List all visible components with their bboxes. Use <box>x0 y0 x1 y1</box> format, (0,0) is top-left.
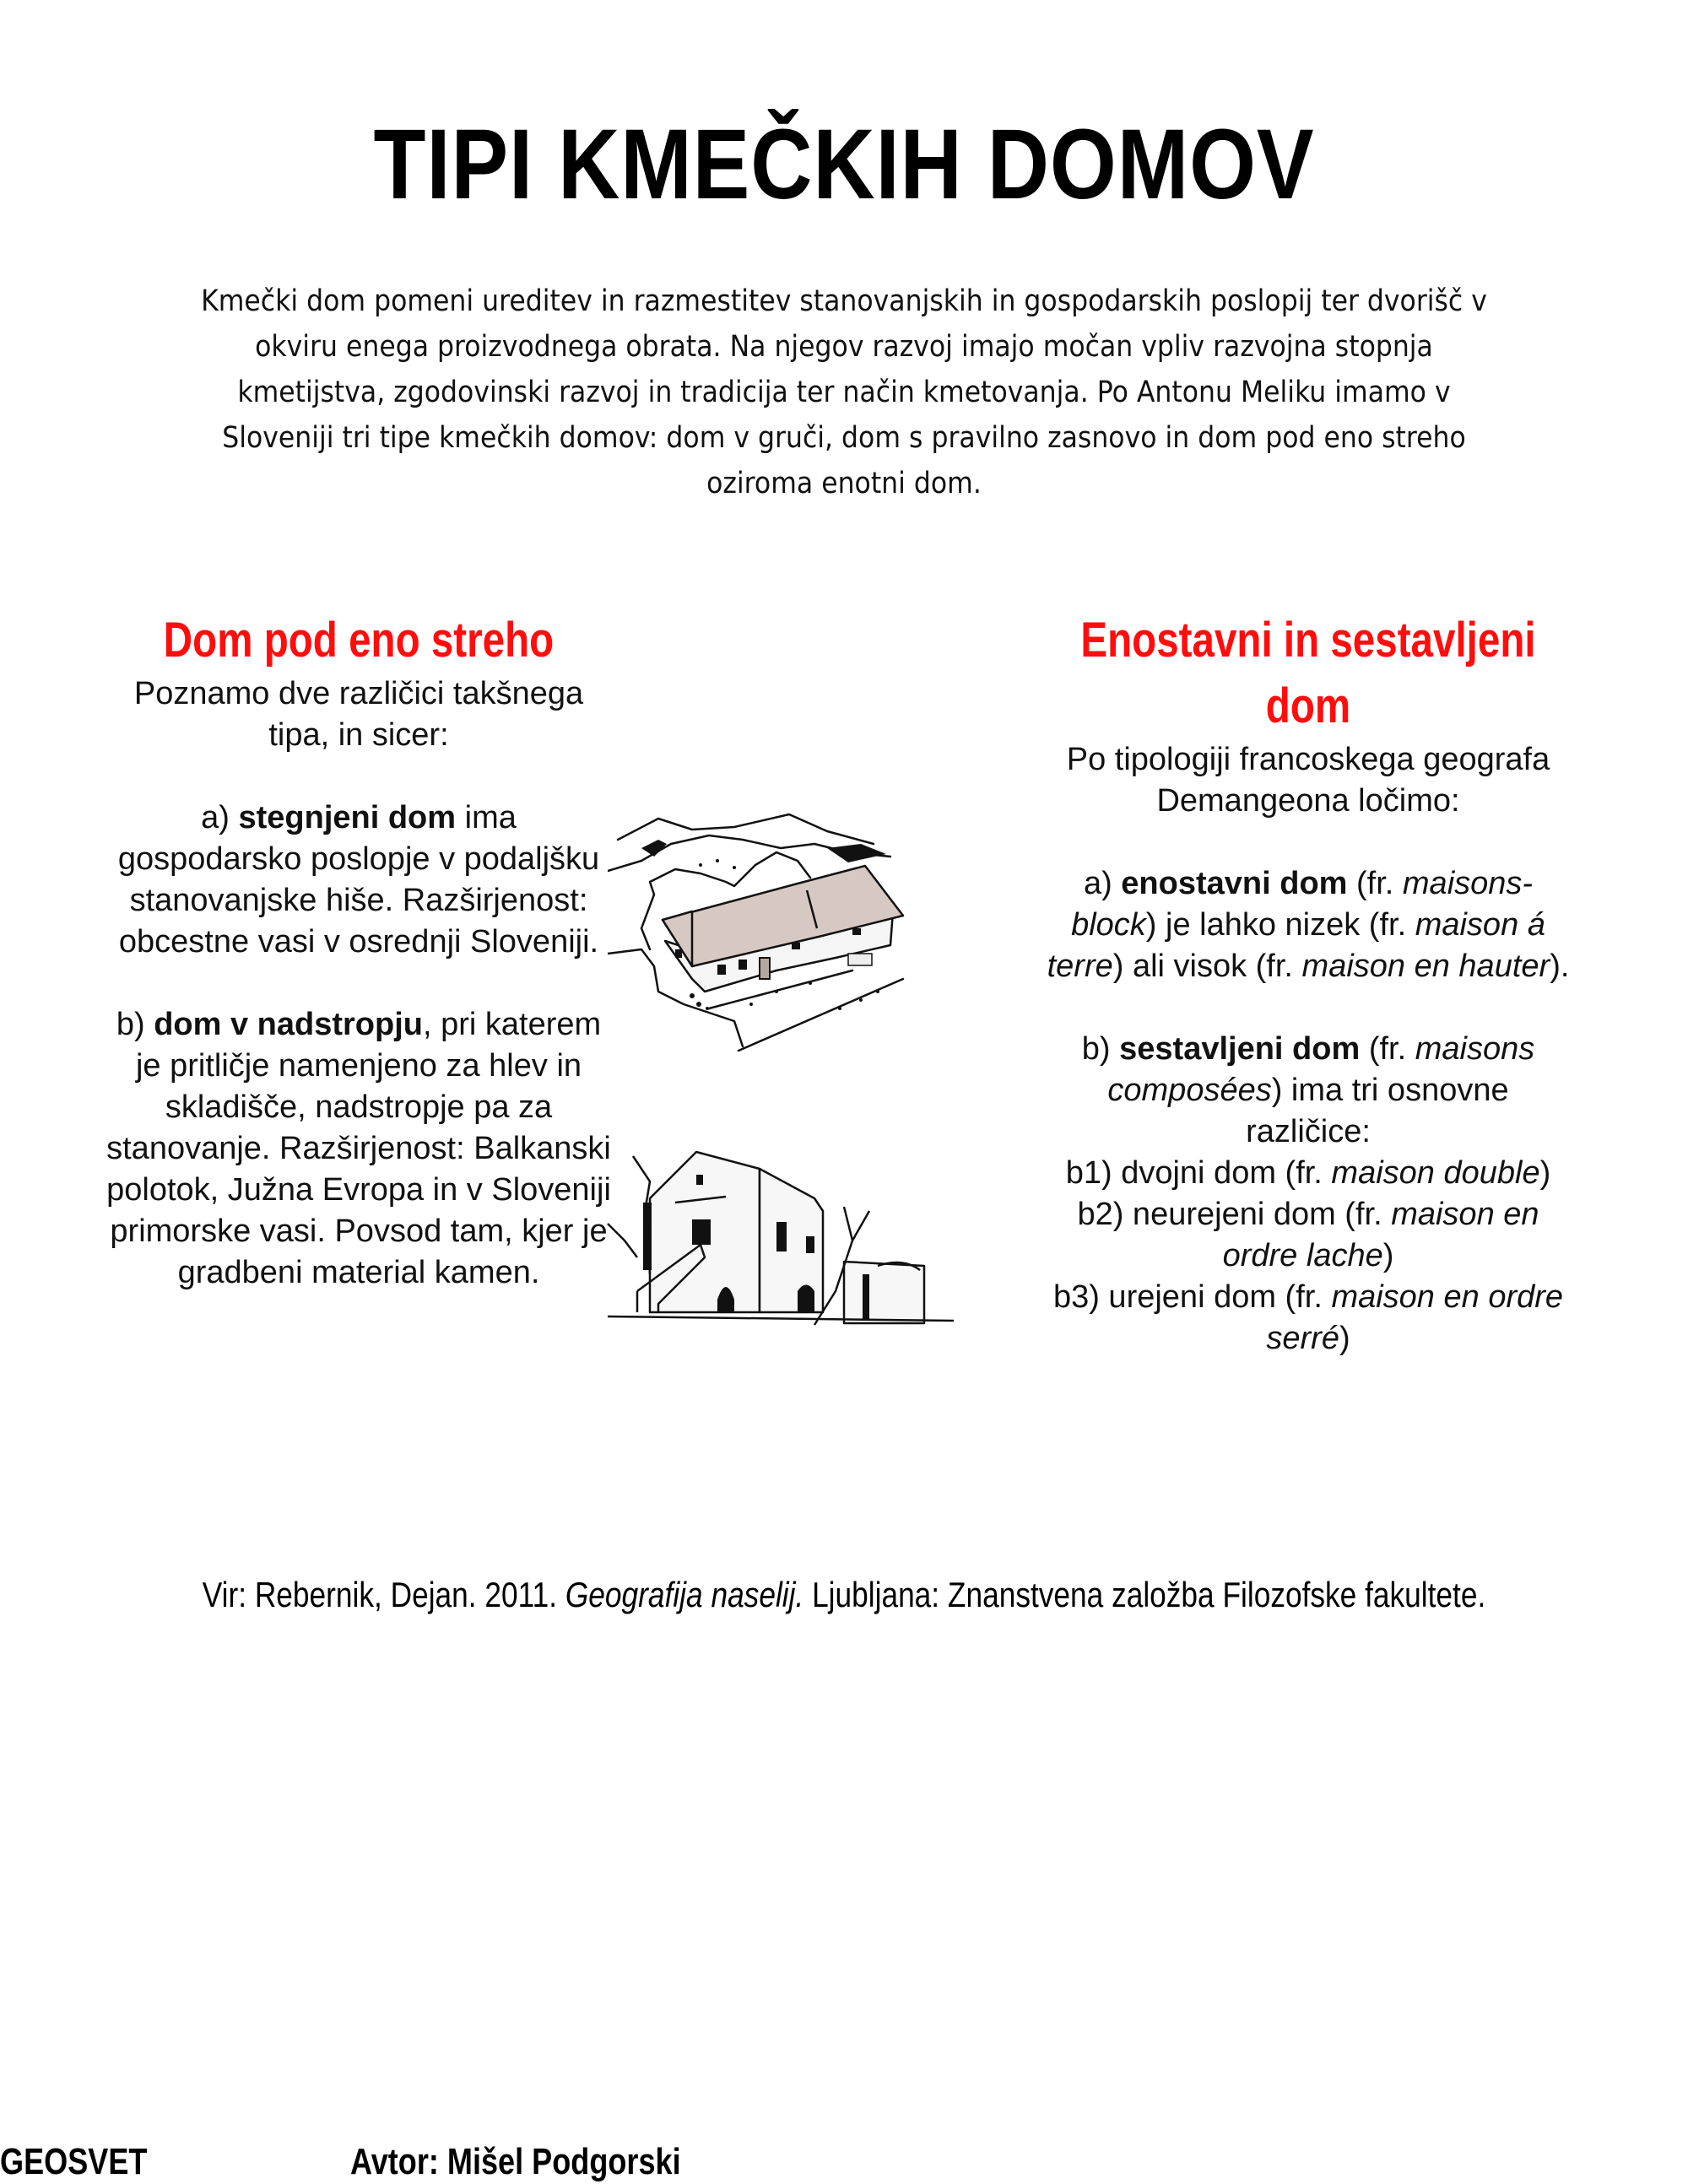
variant-a <box>1047 863 1570 987</box>
variant-b <box>1047 1029 1570 1153</box>
variant-term: dom v nadstropju <box>154 1007 423 1042</box>
variant-text: (fr. <box>1360 1031 1415 1067</box>
variant-prefix: b) <box>1081 1031 1120 1067</box>
intro-paragraph: Kmečki dom pomeni ureditev in razmestitev stanovanjskih in gospodarskih poslopij ter dvorišč v okviru enega proizvodnega obrata. Na njegov razvoj imajo močan vpliv razvojna stopnja kmetijstva, zgodovinski razvoj in tradicija ter način kmetovanja. Po Antonu Meliku imamo v Sloveniji tri tipe kmečkih domov: dom v gruči, dom s pravilno zasnovo in dom pod eno streho oziroma enotni dom. <box>201 284 1487 500</box>
variant-text: ) ima tri osnovne različice: <box>1246 1073 1509 1149</box>
variant-text: ) ali visok (fr. <box>1112 949 1302 984</box>
variant-prefix: a) <box>1083 866 1122 901</box>
variant-text: ) <box>1339 1321 1350 1356</box>
variant-text: (fr. <box>1347 866 1403 901</box>
variant-text: ) je lahko nizek (fr. <box>1145 907 1415 943</box>
citation-book-title: Geografija naselij. <box>565 1575 804 1614</box>
footer-brand: GEOSVET <box>0 2141 148 2182</box>
section-heading: Enostavni in sestavljeni dom <box>1080 613 1536 733</box>
citation-text: Ljubljana: Znanstvena založba Filozofske fakultete. <box>803 1575 1486 1614</box>
subvariant-b2 <box>1047 1194 1570 1277</box>
variant-prefix: b) <box>116 1007 154 1042</box>
variant-prefix: a) <box>201 800 239 835</box>
french-term: maison en hauter <box>1301 949 1550 984</box>
variant-text: ima gospodarsko poslopje v podaljšku stanovanjske hiše. Razširjenost: obcestne vasi v osrednji Sloveniji. <box>117 800 600 960</box>
page-title: TIPI KMEČKIH DOMOV <box>373 109 1315 220</box>
variant-text: ). <box>1550 949 1570 984</box>
french-term: maisons-block <box>1071 866 1534 943</box>
source-citation <box>135 1571 1553 1619</box>
variant-text: ) <box>1539 1155 1551 1191</box>
subvariant-b3 <box>1047 1277 1570 1360</box>
variant-term: sestavljeni dom <box>1119 1031 1361 1067</box>
french-term: maisons composées <box>1107 1031 1535 1108</box>
section-lead: Poznamo dve različici takšnega tipa, in sicer: <box>133 676 584 753</box>
french-term: maison en ordre serré <box>1266 1279 1564 1356</box>
variant-a <box>106 797 612 963</box>
subvariant-b1 <box>1047 1153 1570 1194</box>
variant-text: b3) urejeni dom (fr. <box>1052 1279 1332 1315</box>
footer-author: Avtor: Mišel Podgorski <box>350 2141 681 2182</box>
variant-text: b1) dvojni dom (fr. <box>1065 1155 1332 1191</box>
section-lead: Po tipologiji francoskega geografa Demangeona ločimo: <box>1066 742 1550 819</box>
section-dom-pod-eno-streho <box>106 608 612 1294</box>
variant-text: ) <box>1382 1238 1394 1273</box>
variant-term: stegnjeni dom <box>238 800 457 835</box>
french-term: maison double <box>1331 1155 1540 1191</box>
section-heading: Dom pod eno streho <box>163 613 555 668</box>
stretched-farmhouse-illustration <box>608 802 962 1055</box>
two-story-stone-house-illustration <box>599 1122 962 1359</box>
french-term: maison en ordre lache <box>1222 1197 1539 1273</box>
french-term: maison á terre <box>1047 907 1545 984</box>
section-enostavni-in-sestavljeni-dom <box>1047 608 1570 1360</box>
variant-term: enostavni dom <box>1121 866 1348 901</box>
variant-text: , pri katerem je pritličje namenjeno za hlev in skladišče, nadstropje pa za stanovanje. Razširjenost: Balkanski polotok, Južna Evropa in v Sloveniji primorske vasi. Povsod tam, kjer je gradbeni material kamen. <box>106 1007 611 1290</box>
variant-text: b2) neurejeni dom (fr. <box>1077 1197 1392 1232</box>
citation-text: Vir: Rebernik, Dejan. 2011. <box>202 1575 565 1614</box>
variant-b <box>106 1004 612 1294</box>
